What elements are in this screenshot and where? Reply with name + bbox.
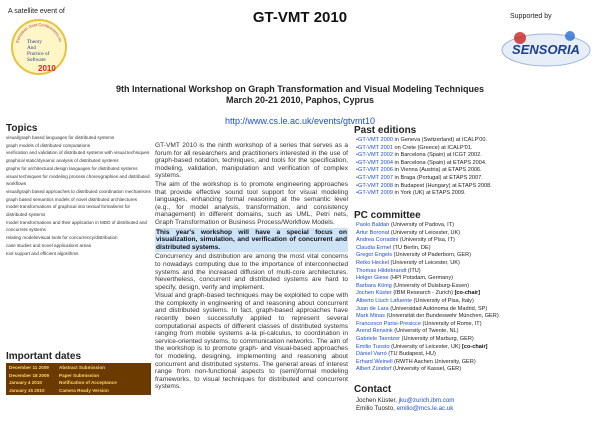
member-link[interactable]: Francesco Parisi-Presicce: [356, 320, 421, 327]
contact-email-link[interactable]: emilio@mcs.le.ac.uk: [396, 405, 454, 412]
list-item: [356, 328, 596, 336]
list-item: graph based semantics models of novel distributed architectures: [6, 196, 137, 202]
list-item: [356, 290, 596, 298]
member-link[interactable]: Gregor Engels: [356, 252, 393, 259]
list-item: [356, 222, 596, 230]
edition-text: in Barcelona (Spain) at ETAPS 2004.: [393, 159, 487, 166]
workshop-url-link[interactable]: http://www.cs.le.ac.uk/events/gtvmt10: [224, 116, 376, 126]
member-affiliation: (HPI Potsdam, Germany): [388, 275, 454, 282]
date-cell: January 15 2010: [9, 387, 45, 393]
member-affiliation: (University of Paderborn, GER): [392, 252, 472, 259]
member-link[interactable]: Emilio Tuosto: [356, 343, 390, 350]
workshop-heading: [0, 84, 600, 106]
list-item: [356, 175, 596, 183]
table-row: [6, 372, 151, 380]
topics-heading: Topics: [6, 123, 38, 134]
concurrency-paragraph: Concurrency and distribution are among the most vital concerns to nowadays computing due to the importance of interconnected systems and the increased diffusion of multi-core architectures. Nevertheless, concurrent and distributed systems are hard to specify, design, verify and implement.: [155, 253, 348, 291]
main-description: [155, 142, 348, 392]
member-link[interactable]: Arend Rensink: [356, 328, 393, 335]
member-affiliation: (TU Berlin, DE): [391, 244, 431, 251]
member-affiliation: (Universität der Bundeswehr München, GER): [384, 313, 499, 320]
member-affiliation: (University of Duisburg-Essen): [391, 282, 470, 289]
list-item: [356, 351, 596, 359]
list-item: graph models of distributed computations: [6, 142, 91, 148]
member-link[interactable]: Thomas Hildebrandt: [356, 267, 407, 274]
list-item: visual/graph based approaches to distributed coordination mechanisms: [6, 188, 151, 194]
logo-ring-text: European Joint Conferences on: [14, 21, 64, 44]
contact-name: Jochen Küster,: [356, 397, 399, 404]
list-item: [356, 230, 596, 238]
member-affiliation: (University of Pisa, IT): [398, 237, 455, 244]
member-affiliation: (University of Marburg, GER): [400, 335, 474, 342]
list-item: model transformations and their application in MDD of distributed and concurrent systems: [6, 219, 147, 233]
list-item: case studies and novel applications areas: [6, 242, 92, 248]
list-item: [356, 298, 596, 306]
edition-link[interactable]: GT-VMT 2001: [357, 144, 393, 151]
member-affiliation: (University of Kassel, GER): [391, 366, 462, 373]
member-role: [co-chair]: [462, 343, 488, 350]
member-affiliation: (IBM Research - Zurich): [391, 290, 455, 297]
list-item: [356, 321, 596, 329]
member-link[interactable]: Reiko Heckel: [356, 259, 389, 266]
member-affiliation: (Universidad Autónoma de Madrid, SP): [388, 305, 488, 312]
member-link[interactable]: Erhard Weinell: [356, 358, 393, 365]
list-item: [356, 313, 596, 321]
member-link[interactable]: Paolo Baldan: [356, 222, 390, 228]
edition-link[interactable]: GT-VMT 2006: [357, 167, 393, 174]
member-affiliation: (University of Leicester, UK): [388, 259, 460, 266]
list-item: graphical static/dynamic analysis of distributed systems: [6, 158, 119, 164]
member-affiliation: (University of Twente, NL): [392, 328, 459, 335]
member-link[interactable]: Holger Giese: [356, 275, 389, 282]
dates-table: [6, 363, 151, 395]
contact-row: [356, 405, 454, 413]
member-link[interactable]: Barbara König: [356, 282, 392, 289]
edition-text: in Vienna (Austria) at ETAPS 2006.: [393, 167, 482, 174]
pc-committee-list: [356, 222, 596, 374]
pc-committee-heading: PC committee: [354, 210, 421, 221]
list-item: [356, 145, 596, 153]
member-affiliation: (University of Pisa, Italy): [411, 297, 474, 304]
list-item: [356, 183, 596, 191]
logo-practice: Practice of: [27, 51, 50, 57]
page-title: GT-VMT 2010: [252, 9, 348, 26]
member-affiliation: (TU Budapest, HU): [386, 351, 436, 358]
member-link[interactable]: Dániel Varró: [356, 351, 387, 358]
member-link[interactable]: Andrea Corradini: [356, 237, 399, 244]
contact-email-link[interactable]: jku@zurich.ibm.com: [398, 397, 455, 404]
topics-list: [6, 134, 152, 257]
list-item: relating models/visual tools for concurrency/distribution: [6, 235, 118, 241]
member-link[interactable]: Mark Minas: [356, 313, 385, 320]
aim-paragraph: The aim of the workshop is to promote engineering approaches that provide effective sound tool support for visual modeling languages, enhancing formal reasoning at the semantic level (e.g., for model analysis, transformation, and consistency management) in different domains, such as UML, Petri nets, Graph Transformation or Business Process/Workflow Models.: [155, 180, 348, 226]
table-row: [6, 387, 151, 395]
edition-text: in Barcelona (Spain) at ICGT 2002.: [393, 152, 482, 159]
sensoria-logo: [500, 22, 592, 72]
workshop-title: 9th International Workshop on Graph Transformation and Visual Modeling Techniques: [115, 84, 485, 94]
member-link[interactable]: Albert Zündorf: [356, 366, 392, 373]
focus-highlight: This year's workshop will have a special focus on visualization, simulation, and verification of concurrent and distributed systems.: [156, 228, 347, 251]
date-cell: December 11 2009: [9, 365, 49, 370]
list-item: visual/graph based languages for distributed systems: [6, 135, 115, 140]
list-item: [356, 366, 596, 374]
list-item: [356, 268, 596, 276]
edition-text: in Budapest (Hungary) at ETAPS 2008.: [393, 182, 492, 189]
member-link[interactable]: Alberto Lluch Lafuente: [356, 297, 412, 304]
intro-paragraph: GT-VMT 2010 is the ninth workshop of a series that serves as a forum for all researchers and practitioners interested in the use of graph-based notation, techniques, and tools for the specification, modeling, validation, manipulation and verification of complex systems.: [155, 142, 348, 180]
workshop-date-place: March 20-21 2010, Paphos, Cyprus: [225, 95, 375, 105]
list-item: [356, 137, 596, 145]
list-item: [356, 283, 596, 291]
edition-link[interactable]: GT-VMT 2008: [357, 182, 393, 189]
logo-year: 2010: [38, 64, 56, 73]
date-label: Camera Ready Version: [59, 387, 109, 393]
logo-theory: Theory: [27, 39, 42, 45]
member-affiliation: (University of Rome, IT): [420, 320, 482, 327]
contact-row: [356, 397, 454, 405]
edition-link[interactable]: GT-VMT 2000: [357, 137, 393, 143]
approach-paragraph: Visual and graph-based techniques may be exploited to cope with the complexity in engineering of and reasoning about concurrent and distributed systems. In fact, graph-based approaches have recently been successfully applied to represent several computational aspects of different classes of distributed systems ranging from mobile systems a-la pi-calculus, to coordination in service-oriented systems, to communication networks. The aim of the workshop is to promote graph- and visual-based approaches for modeling, designing, implementing and reasoning about concurrent and distributed systems. The general areas of interest range from non-functional aspects to (semi)formal modeling frameworks, to visual techniques for distributed and concurrent systems.: [155, 292, 348, 391]
table-row: [6, 364, 151, 372]
date-label: Notification of Acceptance: [59, 380, 117, 385]
sensoria-text: SENSORIA: [512, 42, 580, 57]
etaps-logo: [10, 18, 68, 76]
list-item: tool support and efficient algorithms: [6, 250, 79, 256]
edition-text: in Geneva (Switzerland) at ICALP'00.: [393, 137, 488, 143]
contact-block: [356, 397, 454, 413]
member-link[interactable]: Artur Boronat: [356, 229, 390, 236]
contact-heading: Contact: [354, 384, 392, 395]
member-role: [co-chair]: [454, 290, 481, 297]
supported-label: Supported by: [510, 13, 552, 20]
list-item: [356, 275, 596, 283]
list-item: [356, 167, 596, 175]
list-item: [356, 260, 596, 268]
contact-name: Emilio Tuosto,: [356, 405, 397, 412]
satellite-label: A satellite event of: [8, 8, 65, 15]
list-item: visual techniques for modeling process choreographies and distributed workflows: [6, 173, 150, 187]
edition-link[interactable]: GT-VMT 2002: [357, 152, 393, 159]
edition-text: on Crete (Greece) at ICALP'01.: [393, 144, 473, 151]
past-editions-list: [356, 137, 596, 198]
past-editions-heading: Past editions: [354, 125, 417, 136]
list-item: model transformations of graphical into textual formalisms for distributed systems: [6, 204, 131, 218]
member-affiliation: (University of Leicester, UK): [389, 343, 463, 350]
date-cell: December 18 2009: [9, 372, 50, 378]
logo-and: And: [27, 45, 36, 51]
date-label: Paper Submission: [59, 372, 100, 378]
dates-heading: Important dates: [6, 351, 82, 362]
list-item: [356, 306, 596, 314]
list-item: [356, 359, 596, 367]
table-row: [6, 379, 151, 387]
member-link[interactable]: Gabriele Taentzer: [356, 335, 401, 342]
list-item: [356, 190, 596, 198]
member-link[interactable]: Juan de Lara: [356, 305, 389, 312]
date-cell: January 4 2010: [9, 380, 42, 385]
date-label: Abstract Submission: [59, 365, 105, 370]
member-affiliation: (ITU): [406, 267, 421, 274]
member-affiliation: (University of Leicester, UK): [389, 229, 461, 236]
list-item: [356, 336, 596, 344]
member-link[interactable]: Claudia Ermel: [356, 244, 392, 251]
edition-text: in York (UK) at ETAPS 2009.: [393, 190, 466, 197]
edition-link[interactable]: GT-VMT 2004: [357, 159, 393, 166]
list-item: [356, 252, 596, 260]
edition-link[interactable]: GT-VMT 2009: [357, 190, 393, 197]
list-item: [356, 152, 596, 160]
list-item: [356, 237, 596, 245]
list-item: [356, 160, 596, 168]
list-item: [356, 344, 596, 352]
edition-link[interactable]: GT-VMT 2007: [357, 174, 393, 181]
logo-software: Software: [27, 57, 46, 63]
member-link[interactable]: Jochen Küster: [356, 290, 392, 297]
list-item: graphs for architectural design languages for distributed systems: [6, 165, 138, 171]
edition-text: in Braga (Portugal) at ETAPS 2007.: [393, 174, 483, 181]
list-item: [356, 245, 596, 253]
member-affiliation: (University of Padova, IT): [389, 222, 454, 228]
member-affiliation: (RWTH Aachen University, GER): [392, 358, 476, 365]
list-item: verification and validation of distributed systems with visual techniques: [6, 150, 150, 156]
